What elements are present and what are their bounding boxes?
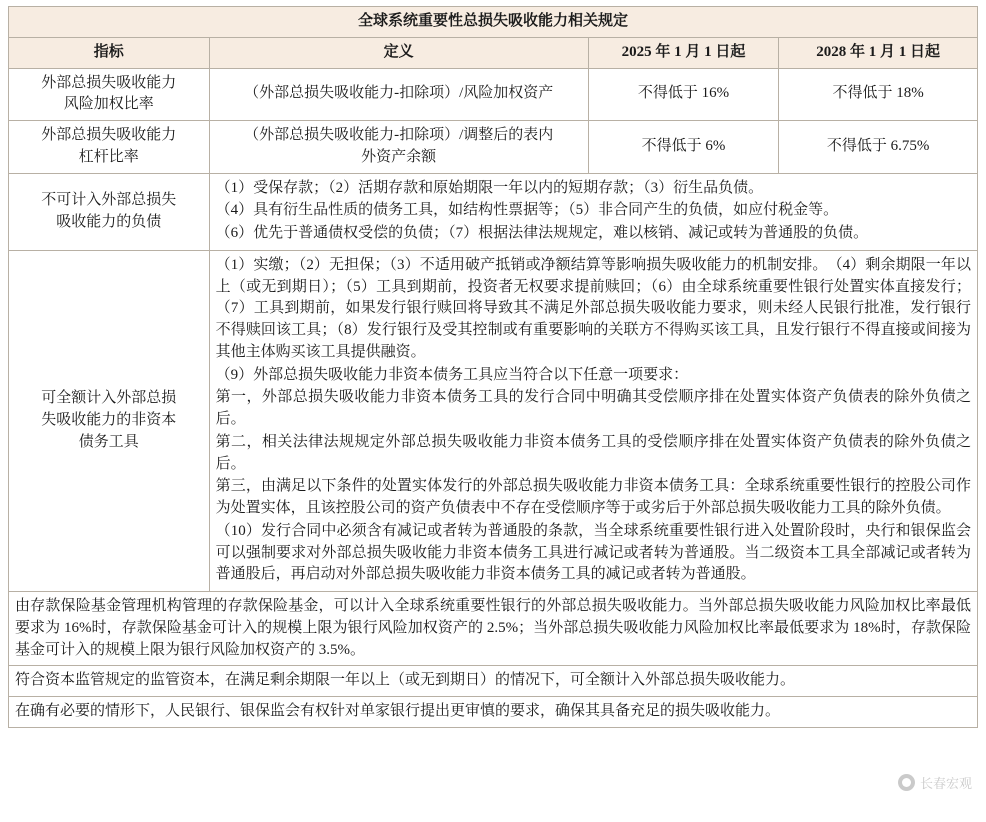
row-indicator-rwa-ratio xyxy=(9,68,210,121)
row-date1-rwa-ratio: 不得低于 16% xyxy=(588,68,779,121)
note-row-prudential-requirement xyxy=(9,697,978,728)
indicator-line: 可全额计入外部总损 xyxy=(41,390,177,407)
excluded-paragraph-1: （1）受保存款；（2）活期存款和原始期限一年以内的短期存款；（3）衍生品负债。 xyxy=(215,179,764,196)
page-title: 全球系统重要性总损失吸收能力相关规定 xyxy=(9,7,978,38)
note-regulatory-capital: 符合资本监管规定的监管资本，在满足剩余期限一年以上（或无到期日）的情况下，可全额计入外部总损失吸收能力。 xyxy=(9,666,978,697)
row-date2-rwa-ratio: 不得低于 18% xyxy=(779,68,978,121)
note-row-regulatory-capital xyxy=(9,666,978,697)
table-title-row xyxy=(9,7,978,38)
included-paragraph-6: （10）发行合同中必须含有减记或者转为普通股的条款，当全球系统重要性银行进入处置阶段时，央行和银保监会可以强制要求对外部总损失吸收能力非资本债务工具进行减记或者转为普通股。当二级资本工具全部减记或者转为普通股后，再启动对外部总损失吸收能力非资本债务工具的减记或者转为普通股。 xyxy=(215,522,971,583)
table-row xyxy=(9,121,978,174)
watermark xyxy=(898,773,972,792)
row-indicator-leverage-ratio xyxy=(9,121,210,174)
included-paragraph-3: 第一，外部总损失吸收能力非资本债务工具的发行合同中明确其受偿顺序排在处置实体资产负债表的除外负债之后。 xyxy=(215,389,971,427)
note-prudential-requirement: 在确有必要的情形下，人民银行、银保监会有权针对单家银行提出更审慎的要求，确保其具备充足的损失吸收能力。 xyxy=(9,697,978,728)
circle-logo-icon xyxy=(898,774,915,791)
note-deposit-insurance: 由存款保险基金管理机构管理的存款保险基金，可以计入全球系统重要性银行的外部总损失吸收能力。当外部总损失吸收能力风险加权比率最低要求为 16%时，存款保险基金可计入的规模上限为银行风险加权资产的 2.5%；当外部总损失吸收能力风险加权比率最低要求为 18%时，存款保险基金可计入的规模上限为银行风险加权资产的 3.5%。 xyxy=(9,592,978,666)
watermark-text: 长春宏观 xyxy=(919,776,972,791)
included-paragraph-5: 第三，由满足以下条件的处置实体发行的外部总损失吸收能力非资本债务工具：全球系统重要性银行的控股公司作为处置实体，且该控股公司的资产负债表中不存在受偿顺序等于或劣后于外部总损失吸收能力工具的除外负债。 xyxy=(215,478,971,516)
column-header-indicator: 指标 xyxy=(9,37,210,68)
row-content-included xyxy=(209,250,977,591)
row-indicator-included xyxy=(9,250,210,591)
table-header-row xyxy=(9,37,978,68)
regulation-table xyxy=(8,6,978,728)
included-paragraph-2: （9）外部总损失吸收能力非资本债务工具应当符合以下任意一项要求： xyxy=(215,366,689,383)
indicator-line: 杠杆比率 xyxy=(78,148,139,165)
excluded-paragraph-2: （4）具有衍生品性质的债务工具，如结构性票据等；（5）非合同产生的负债，如应付税金等。 xyxy=(215,202,839,219)
row-date1-leverage-ratio: 不得低于 6% xyxy=(588,121,779,174)
indicator-line: 不可计入外部总损失 xyxy=(41,191,177,208)
indicator-line: 吸收能力的负债 xyxy=(56,213,162,230)
column-header-date-2025: 2025 年 1 月 1 日起 xyxy=(588,37,779,68)
row-definition-leverage-ratio xyxy=(209,121,588,174)
note-row-deposit-insurance xyxy=(9,592,978,666)
table-row-excluded-liabilities xyxy=(9,173,978,250)
excluded-paragraph-3: （6）优先于普通债权受偿的负债；（7）根据法律法规规定，难以核销、减记或转为普通股的负债。 xyxy=(215,225,869,241)
table-row xyxy=(9,68,978,121)
indicator-line: 外部总损失吸收能力 xyxy=(41,74,177,91)
indicator-line: 债务工具 xyxy=(78,433,139,450)
column-header-definition: 定义 xyxy=(209,37,588,68)
indicator-line: 失吸收能力的非资本 xyxy=(41,412,177,428)
row-content-excluded xyxy=(209,173,977,250)
definition-line: （外部总损失吸收能力-扣除项）/调整后的表内 xyxy=(244,127,554,143)
row-date2-leverage-ratio: 不得低于 6.75% xyxy=(779,121,978,174)
indicator-line: 风险加权比率 xyxy=(63,96,154,113)
indicator-line: 外部总损失吸收能力 xyxy=(41,127,177,143)
included-paragraph-1: （1）实缴；（2）无担保；（3）不适用破产抵销或净额结算等影响损失吸收能力的机制安排。 （4）剩余期限一年以上（或无到期日）；（5）工具到期前，投资者无权要求提前赎回；（6）由全球系统重要性银行处置实体直接发行；（7）工具到期前，如果发行银行赎回将导致其不满足外部总损失吸收能力要求，则未经人民银行批准，发行银行不得赎回该工具；（8）发行银行及受其控制或有重要影响的关联方不得购买该工具，且发行银行不得直接或间接为其他主体购买该工具提供融资。 xyxy=(215,256,971,360)
table-row-included-instruments xyxy=(9,250,978,591)
row-definition-rwa-ratio: （外部总损失吸收能力-扣除项）/风险加权资产 xyxy=(209,68,588,121)
column-header-date-2028: 2028 年 1 月 1 日起 xyxy=(779,37,978,68)
included-paragraph-4: 第二，相关法律法规规定外部总损失吸收能力非资本债务工具的受偿顺序排在处置实体资产负债表的除外负债之后。 xyxy=(215,433,971,472)
row-indicator-excluded xyxy=(9,173,210,250)
definition-line: 外资产余额 xyxy=(361,148,437,165)
